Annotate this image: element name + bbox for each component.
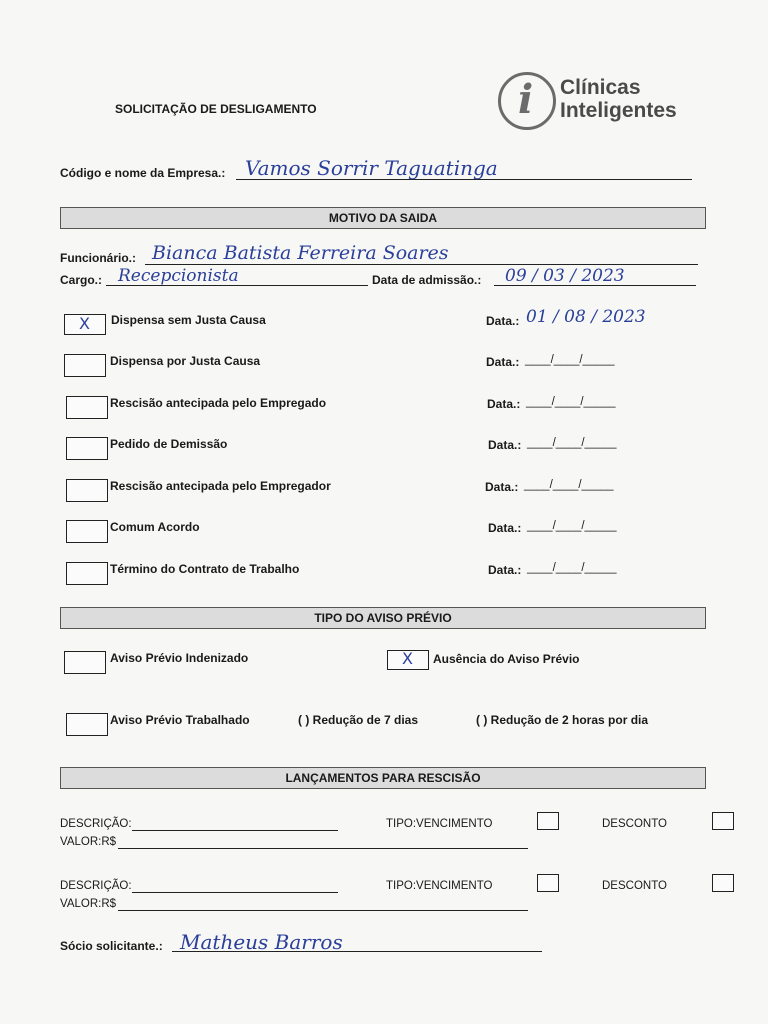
reducao-2-horas[interactable]: ( ) Redução de 2 horas por dia bbox=[476, 713, 649, 727]
desconto-checkbox-1[interactable] bbox=[712, 812, 734, 830]
desconto-checkbox-2[interactable] bbox=[712, 874, 734, 892]
reason-checkbox-6[interactable] bbox=[66, 562, 108, 585]
reason-date-label-1: Data.: bbox=[486, 355, 520, 369]
reason-date-label-5: Data.: bbox=[488, 521, 522, 535]
reason-checkbox-4[interactable] bbox=[66, 479, 108, 502]
valor-label-1: VALOR:R$ bbox=[60, 836, 117, 848]
vencimento-checkbox-1[interactable] bbox=[537, 812, 559, 830]
section-lancamentos: LANÇAMENTOS PARA RESCISÃO bbox=[60, 767, 706, 789]
descricao-line-1[interactable] bbox=[132, 830, 338, 831]
reason-label-0: Dispensa sem Justa Causa bbox=[111, 313, 266, 327]
cargo-label: Cargo.: bbox=[60, 273, 102, 287]
section-motivo: MOTIVO DA SAIDA bbox=[60, 207, 706, 229]
descricao-line-2[interactable] bbox=[132, 892, 338, 893]
valor-line-1[interactable] bbox=[118, 848, 528, 849]
reason-checkbox-3[interactable] bbox=[66, 437, 108, 460]
reason-checkbox-0[interactable] bbox=[64, 314, 106, 335]
reason-label-2: Rescisão antecipada pelo Empregado bbox=[110, 396, 327, 410]
reason-date-label-3: Data.: bbox=[488, 438, 522, 452]
reason-date-label-4: Data.: bbox=[485, 480, 519, 494]
aviso-ausencia-checkbox[interactable] bbox=[387, 650, 429, 670]
admissao-label: Data de admissão.: bbox=[372, 273, 482, 287]
descricao-label-1: DESCRIÇÃO: bbox=[60, 818, 132, 830]
reason-date-value-1[interactable]: ____/____/_____ bbox=[525, 354, 615, 366]
aviso-indenizado-checkbox[interactable] bbox=[64, 651, 106, 674]
reason-label-6: Término do Contrato de Trabalho bbox=[110, 562, 300, 576]
check-mark-icon: X bbox=[79, 314, 90, 333]
aviso-trabalhado-label: Aviso Prévio Trabalhado bbox=[110, 713, 250, 727]
reason-date-value-0[interactable]: 01 / 08 / 2023 bbox=[526, 307, 646, 327]
company-value[interactable]: Vamos Sorrir Taguatinga bbox=[245, 156, 498, 180]
reason-date-value-3[interactable]: ____/____/_____ bbox=[527, 437, 617, 449]
socio-label: Sócio solicitante.: bbox=[60, 939, 163, 953]
aviso-ausencia-label: Ausência do Aviso Prévio bbox=[433, 652, 580, 666]
logo-line1: Clínicas bbox=[560, 76, 641, 99]
desconto-label-1: DESCONTO bbox=[602, 818, 667, 830]
cargo-value[interactable]: Recepcionista bbox=[118, 266, 239, 286]
admissao-value[interactable]: 09 / 03 / 2023 bbox=[505, 266, 625, 286]
socio-signature[interactable]: Matheus Barros bbox=[180, 930, 343, 954]
reason-label-5: Comum Acordo bbox=[110, 520, 200, 534]
employee-value[interactable]: Bianca Batista Ferreira Soares bbox=[152, 242, 449, 264]
reason-date-value-6[interactable]: ____/____/_____ bbox=[527, 562, 617, 574]
aviso-indenizado-label: Aviso Prévio Indenizado bbox=[110, 651, 249, 665]
reason-label-4: Rescisão antecipada pelo Empregador bbox=[110, 479, 331, 493]
aviso-trabalhado-checkbox[interactable] bbox=[66, 713, 108, 736]
vencimento-checkbox-2[interactable] bbox=[537, 874, 559, 892]
reason-date-value-2[interactable]: ____/____/_____ bbox=[526, 396, 616, 408]
reason-date-value-4[interactable]: ____/____/_____ bbox=[524, 479, 614, 491]
employee-label: Funcionário.: bbox=[60, 251, 136, 265]
reducao-7-dias[interactable]: ( ) Redução de 7 dias bbox=[298, 713, 419, 727]
valor-label-2: VALOR:R$ bbox=[60, 898, 117, 910]
desconto-label-2: DESCONTO bbox=[602, 880, 667, 892]
form-title: SOLICITAÇÃO DE DESLIGAMENTO bbox=[115, 102, 317, 116]
descricao-label-2: DESCRIÇÃO: bbox=[60, 880, 132, 892]
valor-line-2[interactable] bbox=[118, 910, 528, 911]
section-aviso: TIPO DO AVISO PRÉVIO bbox=[60, 607, 706, 629]
reason-label-3: Pedido de Demissão bbox=[110, 437, 228, 451]
company-label: Código e nome da Empresa.: bbox=[60, 166, 226, 180]
reason-date-value-5[interactable]: ____/____/_____ bbox=[527, 520, 617, 532]
logo-line2: Inteligentes bbox=[560, 99, 677, 122]
reason-label-1: Dispensa por Justa Causa bbox=[110, 354, 261, 368]
tipo-vencimento-label-1: TIPO:VENCIMENTO bbox=[386, 818, 493, 830]
reason-date-label-0: Data.: bbox=[486, 314, 520, 328]
reason-checkbox-1[interactable] bbox=[64, 354, 106, 377]
reason-date-label-2: Data.: bbox=[487, 397, 521, 411]
reason-date-label-6: Data.: bbox=[488, 563, 522, 577]
reason-checkbox-2[interactable] bbox=[66, 396, 108, 419]
employee-line bbox=[145, 264, 698, 265]
logo-i-glyph: i bbox=[518, 76, 534, 123]
tipo-vencimento-label-2: TIPO:VENCIMENTO bbox=[386, 880, 493, 892]
reason-checkbox-5[interactable] bbox=[66, 520, 108, 543]
check-mark-icon: X bbox=[402, 649, 413, 668]
